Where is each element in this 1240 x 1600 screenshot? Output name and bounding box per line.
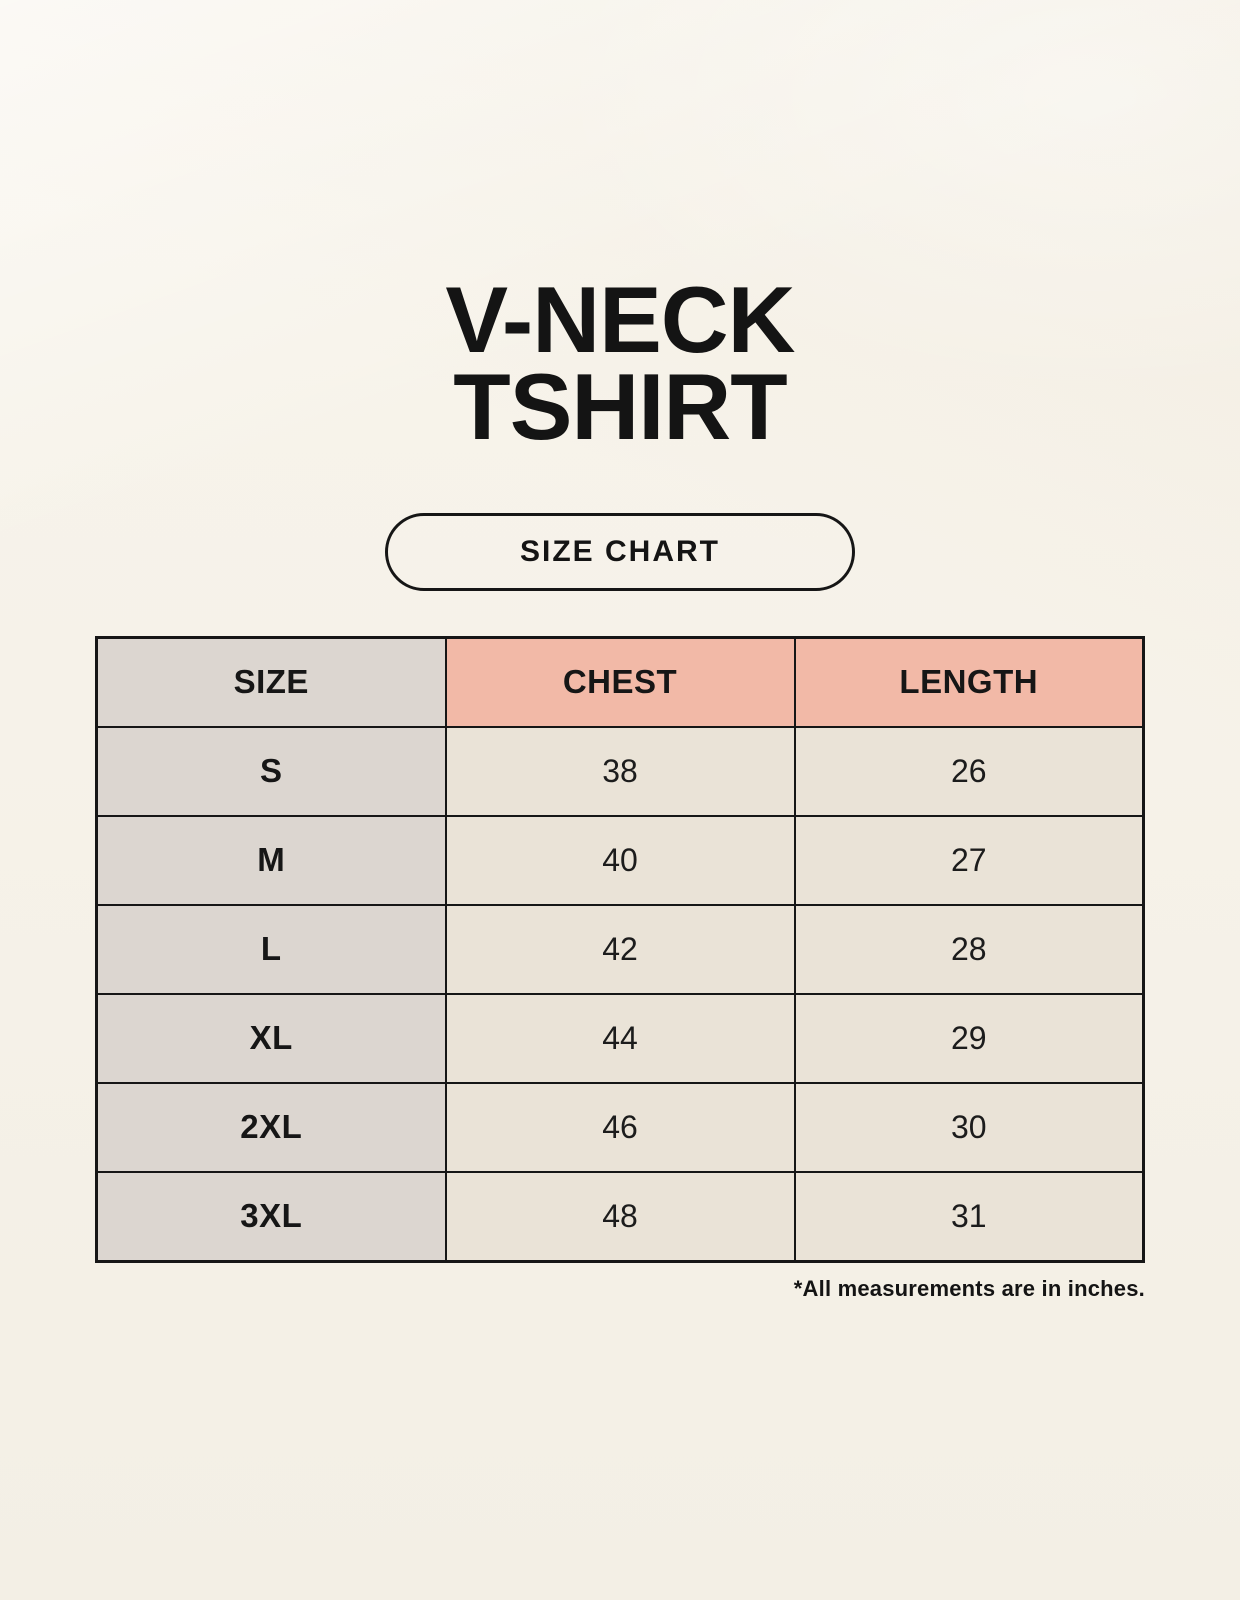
- length-cell: 29: [795, 994, 1144, 1083]
- length-cell: 31: [795, 1172, 1144, 1262]
- table-row: [97, 727, 1144, 816]
- table-row: [97, 1083, 1144, 1172]
- length-cell: 30: [795, 1083, 1144, 1172]
- size-cell: 3XL: [97, 1172, 446, 1262]
- table-row: [97, 905, 1144, 994]
- size-chart-badge: [385, 513, 855, 591]
- size-chart-table-container: [95, 636, 1145, 1263]
- chest-cell: 42: [446, 905, 795, 994]
- size-cell: M: [97, 816, 446, 905]
- column-header-size: SIZE: [97, 637, 446, 727]
- chest-cell: 40: [446, 816, 795, 905]
- length-cell: 27: [795, 816, 1144, 905]
- column-header-chest: CHEST: [446, 637, 795, 727]
- chest-cell: 38: [446, 727, 795, 816]
- header-row: [97, 637, 1144, 727]
- table-row: [97, 1172, 1144, 1262]
- chest-cell: 48: [446, 1172, 795, 1262]
- size-cell: L: [97, 905, 446, 994]
- length-cell: 28: [795, 905, 1144, 994]
- title-line-2: TSHIRT: [453, 354, 787, 460]
- column-header-length: LENGTH: [795, 637, 1144, 727]
- size-chart-badge-label: SIZE CHART: [520, 534, 720, 568]
- size-chart-table: [95, 636, 1145, 1263]
- size-cell: 2XL: [97, 1083, 446, 1172]
- size-cell: S: [97, 727, 446, 816]
- size-cell: XL: [97, 994, 446, 1083]
- title-line-1: V-NECK: [445, 267, 795, 372]
- table-row: [97, 994, 1144, 1083]
- length-cell: 26: [795, 727, 1144, 816]
- chest-cell: 46: [446, 1083, 795, 1172]
- page-title: [0, 0, 1240, 460]
- chest-cell: 44: [446, 994, 795, 1083]
- measurements-footnote: *All measurements are in inches.: [793, 1275, 1145, 1301]
- table-row: [97, 816, 1144, 905]
